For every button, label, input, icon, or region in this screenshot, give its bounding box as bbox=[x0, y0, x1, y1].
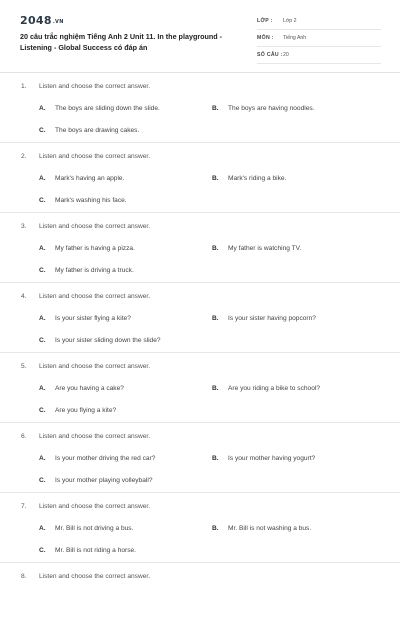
question-number: 7. bbox=[21, 503, 27, 510]
meta-count-label: SỐ CÂU : bbox=[257, 52, 283, 58]
question-number: 3. bbox=[21, 223, 27, 230]
question-prompt: Listen and choose the correct answer. bbox=[39, 503, 151, 510]
answer-option-c[interactable] bbox=[39, 477, 153, 484]
question-2 bbox=[0, 143, 400, 213]
site-logo[interactable] bbox=[20, 14, 64, 27]
option-text: Is your sister having popcorn? bbox=[228, 315, 316, 322]
option-text: Are you riding a bike to school? bbox=[228, 385, 321, 392]
option-text: The boys are having noodles. bbox=[228, 105, 315, 112]
option-text: My father is having a pizza. bbox=[55, 245, 135, 252]
option-letter: A. bbox=[39, 385, 46, 392]
answer-option-b[interactable] bbox=[212, 385, 320, 392]
option-letter: B. bbox=[212, 105, 219, 112]
meta-grade-label: LỚP : bbox=[257, 18, 273, 24]
answer-option-c[interactable] bbox=[39, 127, 139, 134]
answer-option-b[interactable] bbox=[212, 315, 316, 322]
option-text: Is your mother playing volleyball? bbox=[55, 477, 153, 484]
option-letter: B. bbox=[212, 175, 219, 182]
option-letter: B. bbox=[212, 525, 219, 532]
option-letter: C. bbox=[39, 407, 46, 414]
option-text: Mr. Bill is not riding a horse. bbox=[55, 547, 136, 554]
option-text: Mr. Bill is not washing a bus. bbox=[228, 525, 312, 532]
question-prompt: Listen and choose the correct answer. bbox=[39, 83, 151, 90]
option-letter: A. bbox=[39, 315, 46, 322]
answer-option-b[interactable] bbox=[212, 175, 286, 182]
document-header bbox=[0, 0, 400, 72]
option-text: Is your sister sliding down the slide? bbox=[55, 337, 161, 344]
meta-subject-row bbox=[257, 32, 381, 47]
question-6 bbox=[0, 423, 400, 493]
meta-grade-value: Lớp 2 bbox=[283, 18, 297, 24]
option-text: Mr. Bill is not driving a bus. bbox=[55, 525, 134, 532]
option-text: Mark's washing his face. bbox=[55, 197, 127, 204]
option-letter: A. bbox=[39, 245, 46, 252]
meta-count-row bbox=[257, 49, 381, 64]
answer-option-c[interactable] bbox=[39, 197, 127, 204]
option-text: Is your sister flying a kite? bbox=[55, 315, 131, 322]
answer-option-b[interactable] bbox=[212, 245, 301, 252]
option-letter: C. bbox=[39, 267, 46, 274]
answer-option-a[interactable] bbox=[39, 245, 135, 252]
option-letter: C. bbox=[39, 547, 46, 554]
question-1 bbox=[0, 73, 400, 143]
option-letter: B. bbox=[212, 385, 219, 392]
option-letter: A. bbox=[39, 455, 46, 462]
answer-option-a[interactable] bbox=[39, 175, 124, 182]
question-4 bbox=[0, 283, 400, 353]
question-number: 4. bbox=[21, 293, 27, 300]
answer-option-a[interactable] bbox=[39, 105, 160, 112]
option-text: The boys are sliding down the slide. bbox=[55, 105, 160, 112]
answer-option-a[interactable] bbox=[39, 385, 124, 392]
question-number: 5. bbox=[21, 363, 27, 370]
question-8 bbox=[0, 563, 400, 633]
logo-suffix: .VN bbox=[52, 19, 64, 25]
option-text: Mark's having an apple. bbox=[55, 175, 125, 182]
document-title: 20 câu trắc nghiệm Tiếng Anh 2 Unit 11. In the playground - Listening - Global Success có đáp án bbox=[20, 32, 223, 52]
answer-option-c[interactable] bbox=[39, 547, 136, 554]
answer-option-c[interactable] bbox=[39, 267, 134, 274]
meta-grade-row bbox=[257, 15, 381, 30]
option-text: Are you flying a kite? bbox=[55, 407, 117, 414]
option-text: My father is watching TV. bbox=[228, 245, 302, 252]
answer-option-a[interactable] bbox=[39, 455, 155, 462]
option-letter: B. bbox=[212, 455, 219, 462]
question-prompt: Listen and choose the correct answer. bbox=[39, 573, 151, 580]
option-letter: C. bbox=[39, 127, 46, 134]
question-prompt: Listen and choose the correct answer. bbox=[39, 293, 151, 300]
question-number: 6. bbox=[21, 433, 27, 440]
question-number: 8. bbox=[21, 573, 27, 580]
logo-text: 2048 bbox=[20, 14, 52, 27]
option-letter: A. bbox=[39, 105, 46, 112]
question-prompt: Listen and choose the correct answer. bbox=[39, 223, 151, 230]
option-letter: B. bbox=[212, 315, 219, 322]
option-text: The boys are drawing cakes. bbox=[55, 127, 140, 134]
option-letter: A. bbox=[39, 175, 46, 182]
question-7 bbox=[0, 493, 400, 563]
meta-subject-value: Tiếng Anh bbox=[283, 35, 307, 41]
answer-option-c[interactable] bbox=[39, 407, 116, 414]
question-5 bbox=[0, 353, 400, 423]
option-text: Mark's riding a bike. bbox=[228, 175, 287, 182]
question-prompt: Listen and choose the correct answer. bbox=[39, 153, 151, 160]
answer-option-b[interactable] bbox=[212, 105, 315, 112]
meta-count-value: 20 bbox=[283, 52, 289, 58]
option-text: Is your mother having yogurt? bbox=[228, 455, 316, 462]
answer-option-b[interactable] bbox=[212, 525, 311, 532]
option-letter: B. bbox=[212, 245, 219, 252]
answer-option-a[interactable] bbox=[39, 525, 133, 532]
option-letter: C. bbox=[39, 197, 46, 204]
answer-option-a[interactable] bbox=[39, 315, 131, 322]
meta-subject-label: MÔN : bbox=[257, 35, 274, 41]
option-text: My father is driving a truck. bbox=[55, 267, 134, 274]
question-3 bbox=[0, 213, 400, 283]
question-prompt: Listen and choose the correct answer. bbox=[39, 433, 151, 440]
question-prompt: Listen and choose the correct answer. bbox=[39, 363, 151, 370]
option-letter: A. bbox=[39, 525, 46, 532]
option-letter: C. bbox=[39, 337, 46, 344]
option-text: Are you having a cake? bbox=[55, 385, 124, 392]
question-number: 1. bbox=[21, 83, 27, 90]
question-list bbox=[0, 73, 400, 633]
question-number: 2. bbox=[21, 153, 27, 160]
answer-option-b[interactable] bbox=[212, 455, 315, 462]
document-meta bbox=[257, 15, 381, 66]
option-text: Is your mother driving the red car? bbox=[55, 455, 156, 462]
answer-option-c[interactable] bbox=[39, 337, 161, 344]
option-letter: C. bbox=[39, 477, 46, 484]
